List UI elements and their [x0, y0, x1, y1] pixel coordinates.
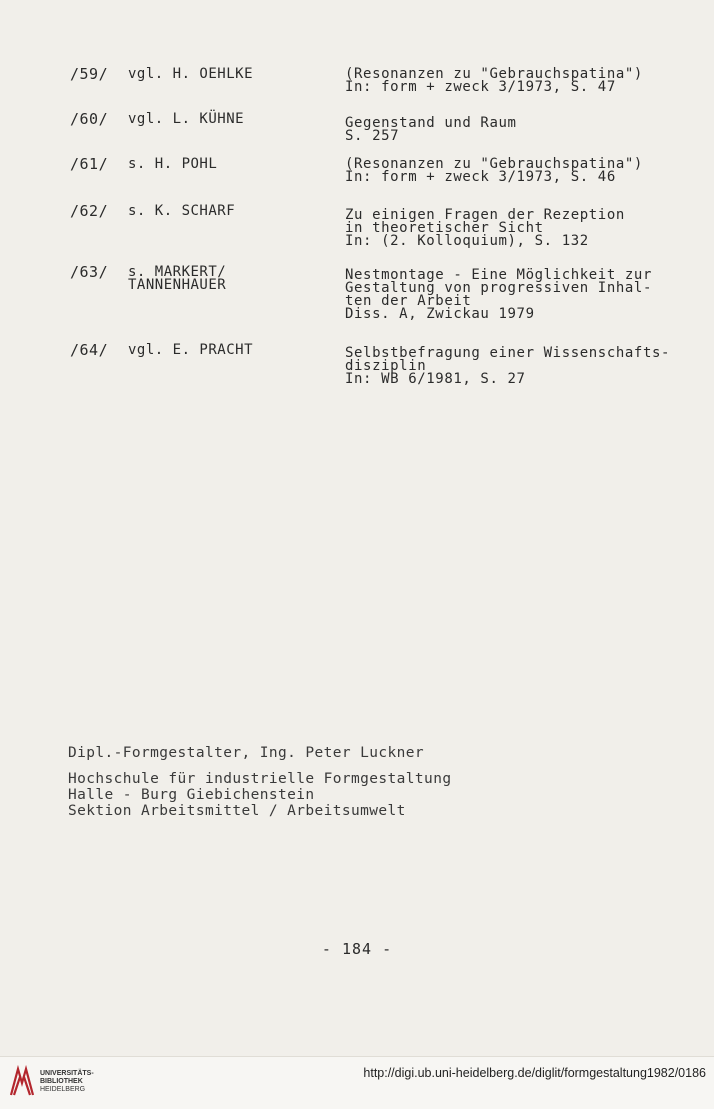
footnote-number: /61/: [70, 155, 109, 173]
footnote-number: /62/: [70, 202, 109, 220]
footnote-reference: Gegenstand und Raum S. 257: [345, 115, 517, 144]
footnote-author: s. H. POHL: [128, 156, 218, 172]
footnote-reference: (Resonanzen zu "Gebrauchspatina") In: form + zweck 3/1973, S. 46: [345, 156, 643, 185]
affiliation-line: Hochschule für industrielle Formgestaltung: [68, 771, 452, 787]
library-logo-icon: [8, 1065, 36, 1099]
footnote-author: s. MARKERT/ TANNENHAUER: [128, 264, 227, 293]
footnote-reference: Selbstbefragung einer Wissenschafts- disziplin In: WB 6/1981, S. 27: [345, 345, 671, 387]
footnote-author: vgl. L. KÜHNE: [128, 111, 245, 127]
footnote-reference: Nestmontage - Eine Möglichkeit zur Gestaltung von progressiven Inhal- ten der Arbeit Diss. A, Zwickau 1979: [345, 267, 652, 322]
source-url-link[interactable]: http://digi.ub.uni-heidelberg.de/diglit/formgestaltung1982/0186: [363, 1066, 706, 1080]
footnote-author: s. K. SCHARF: [128, 203, 236, 219]
page-number: - 184 -: [321, 940, 393, 958]
footnote-author: vgl. E. PRACHT: [128, 342, 254, 358]
affiliation-line: Halle - Burg Giebichenstein: [68, 787, 315, 803]
footnote-number: /59/: [70, 65, 109, 83]
library-logo-text: UNIVERSITÄTS- BIBLIOTHEK HEIDELBERG: [40, 1070, 94, 1093]
footnote-reference: Zu einigen Fragen der Rezeption in theoretischer Sicht In: (2. Kolloquium), S. 132: [345, 207, 625, 249]
footnote-number: /64/: [70, 341, 109, 359]
library-footer: [0, 1056, 714, 1109]
affiliation-line: Sektion Arbeitsmittel / Arbeitsumwelt: [68, 803, 406, 819]
footnote-number: /63/: [70, 263, 109, 281]
footnote-reference: (Resonanzen zu "Gebrauchspatina") In: form + zweck 3/1973, S. 47: [345, 66, 643, 95]
author-name: Dipl.-Formgestalter, Ing. Peter Luckner: [68, 745, 425, 761]
footnote-author: vgl. H. OEHLKE: [128, 66, 254, 82]
footnote-number: /60/: [70, 110, 109, 128]
